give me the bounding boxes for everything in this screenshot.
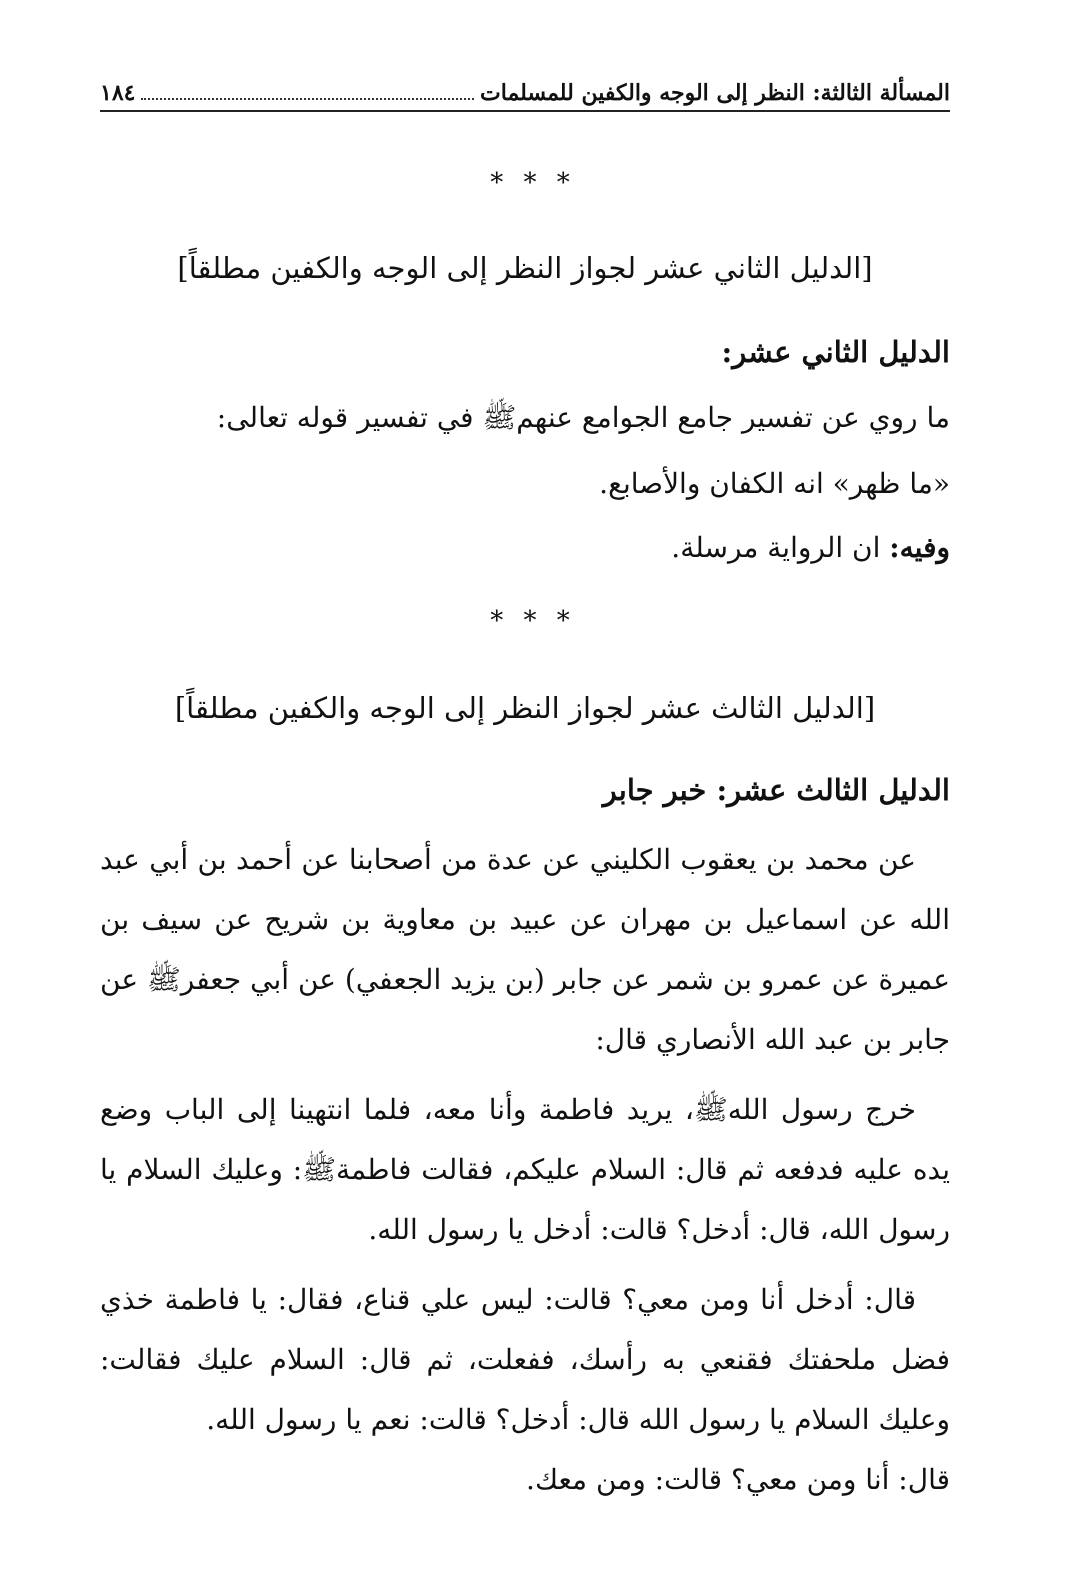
section-12-line-2: «ما ظهر» انه الكفان والأصابع. xyxy=(599,467,950,500)
section-13-body xyxy=(100,830,950,1510)
section-12-title: الدليل الثاني عشر: xyxy=(721,335,950,369)
note-label: وفيه: xyxy=(889,531,950,564)
section-separator: * * * xyxy=(490,168,576,198)
page-header xyxy=(100,66,950,112)
paragraph-hadith-1: خرج رسول اللهﷺ، يريد فاطمة وأنا معه، فلما انتهينا إلى الباب وضع يده عليه فدفعه ثم قال: السلام عليكم، فقالت فاطمةﷺ: وعليك السلام يا رسول الله، قال: أدخل؟ قالت: أدخل يا رسول الله. xyxy=(100,1093,950,1246)
paragraph-hadith-3: قال: أنا ومن معي؟ قالت: ومن معك. xyxy=(526,1463,950,1496)
section-13-title: الدليل الثالث عشر: خبر جابر xyxy=(602,773,950,807)
note-text: ان الرواية مرسلة. xyxy=(671,531,890,564)
running-title: المسألة الثالثة: النظر إلى الوجه والكفين للمسلمات xyxy=(480,79,950,106)
header-dot-leader xyxy=(141,98,474,100)
paragraph-hadith-2: قال: أدخل أنا ومن معي؟ قالت: ليس علي قناع، فقال: يا فاطمة خذي فضل ملحفتك فقنعي به رأسك، ففعلت، ثم قال: السلام عليك فقالت: وعليك السلام يا رسول الله قال: أدخل؟ قالت: نعم يا رسول الله. xyxy=(100,1283,950,1436)
page-number: ١٨٤ xyxy=(100,79,136,106)
section-12-heading: [الدليل الثاني عشر لجواز النظر إلى الوجه والكفين مطلقاً] xyxy=(177,251,873,285)
section-separator-2: * * * xyxy=(490,606,576,636)
section-13-heading: [الدليل الثالث عشر لجواز النظر إلى الوجه والكفين مطلقاً] xyxy=(174,691,876,725)
section-12-note xyxy=(100,530,950,566)
section-12-line-1: ما روي عن تفسير جامع الجوامع عنهمﷺ في تفسير قوله تعالى: xyxy=(216,401,950,434)
paragraph-isnad: عن محمد بن يعقوب الكليني عن عدة من أصحابنا عن أحمد بن أبي عبد الله عن اسماعيل بن مهران عن عبيد بن معاوية بن شريح عن سيف بن عميرة عن عمرو بن شمر عن جابر (بن يزيد الجعفي) عن أبي جعفرﷺ عن جابر بن عبد الله الأنصاري قال: xyxy=(100,843,950,1056)
